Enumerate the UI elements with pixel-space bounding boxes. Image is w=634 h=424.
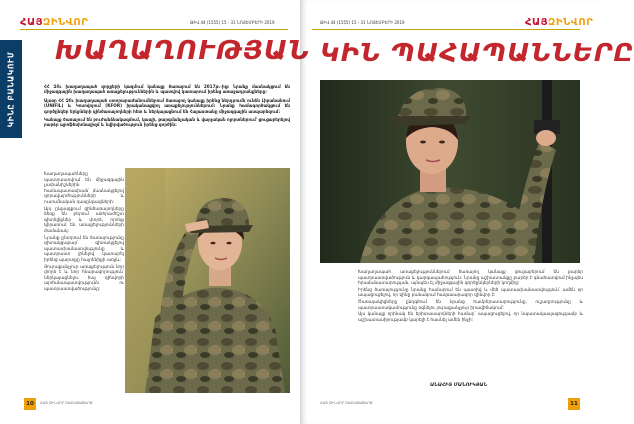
masthead-logo — [20, 17, 88, 28]
section-tab — [0, 40, 22, 138]
body-paragraph: Իրենց ծառայությունը նրանք համարում են պատիվ և մեծ պատասխանատվություն՝ ամեն օր ապացուցելով, որ կինը բանակում հավասարազոր զինվոր է: — [358, 287, 583, 299]
masthead-logo — [525, 17, 593, 28]
body-paragraph: Այս կանայք օրինակ են երիտասարդների համար՝ ապացուցելով, որ նպատակասլացությամբ և աշխատասիրությամբ կարելի է հասնել ամեն ինչի: — [358, 312, 583, 323]
right-page — [300, 0, 634, 424]
lead-paragraph: ՀՀ ԶՈւ խաղաղապահ զորքերի կազմում կանայք ծառայում են 2017թ.-ից: Նրանք մասնակցում են միջազգային խաղաղապահ առաքելություններին և պատվով կատարում իրենց առաջադրանքները: — [44, 84, 290, 95]
left-page — [0, 0, 311, 424]
logo-text-main: ՀԱՅ — [20, 17, 44, 28]
lead-text — [44, 84, 290, 131]
lead-paragraph: Կանայք ծառայում են բուժանձնակազմում, կապի, թարգմանչական և վարչական ոլորտներում՝ ցուցաբերելով բարձր պրոֆեսիոնալիզմ և նվիրվածություն իրենց գործին: — [44, 117, 290, 128]
page-title: ԿԻՆ ՊԱՀԱՊԱՆՆԵՐԸ — [320, 38, 634, 67]
lead-paragraph: Այսօր ՀՀ ԶՈւ խաղաղապահ ստորաբաժանումներում ծառայող կանայք իրենց ներդրումն ունեն Լիբանանում (UNIFIL) և Կոսովոյում (KFOR) իրականացվող առաքելություններում: Նրանք համագործակցում են գործընկեր երկրների զինծառայողների հետ և ներկայացնում են Հայաստանը միջազգային ասպարեզում: — [44, 97, 290, 114]
body-paragraph: Խաղաղապահները պատրաստվում են միջազգային չափանիշներին համապատասխան՝ մասնակցելով զորավարժությունների և ուսումնական դասընթացների: — [44, 172, 124, 205]
header-rule — [312, 29, 580, 30]
issue-info: ԹԻՎ 44 (1555) 15 - 31 ՆՈՅԵՄԲԵՐԻ 2019 — [320, 20, 405, 25]
page-footer: ՀԱՅ ԶԻՆՎՈՐ ՇԱԲԱԹԱԹԵՐԹ — [320, 401, 373, 405]
page-title: ԽԱՂԱՂՈՒԹՅԱՆ — [55, 36, 311, 66]
page-number: 11 — [568, 398, 580, 410]
body-paragraph: Նրանք ընտրում են ծառայությունը գիտակցաբար՝ գիտակցելով պատասխանատվությունը և պատրաստ լինելով կատարել իրենց պարտքը հայրենիքի առջև: — [44, 235, 124, 263]
soldier-portrait-photo — [320, 80, 580, 263]
author-byline: ԱՆԱՀԻՏ ՄԱՆՈՒԿՅԱՆ — [430, 383, 488, 388]
logo-text-main: ՀԱՅ — [525, 17, 549, 28]
body-paragraph: Ծառայակիցները ընդգծում են նրանց համբերատարությունը, ուշադրությունը և պատրաստակամությունը օգնելու յուրաքանչյուր իրավիճակում: — [358, 299, 583, 311]
issue-info: ԹԻՎ 44 (1555) 15 - 31 ՆՈՅԵՄԲԵՐԻ 2019 — [190, 20, 275, 25]
logo-text-accent: ԶԻՆՎՈՐ — [43, 17, 89, 28]
header-rule — [20, 29, 288, 30]
body-column — [44, 172, 124, 293]
section-tab-label: ԿԻՆԸ ԲԱՆԱԿՈՒՄ — [6, 51, 16, 127]
salute-image — [125, 168, 290, 393]
body-paragraph: Խաղաղապահ առաքելություններում ծառայող կանայք ցուցաբերում են բարձր պատրաստվածություն և կարգապահություն: Նրանց աշխատանքը բարձր է գնահատվում ինչպես հրամանատարության, այնպես էլ միջազգային գործընկերների կողմից: — [358, 270, 583, 287]
page-number: 10 — [24, 398, 36, 410]
body-column — [358, 270, 583, 324]
portrait-image — [320, 80, 580, 263]
body-paragraph: Այդ ընթացքում զինծառայողները ձեռք են բերում անհրաժեշտ գիտելիքներ և փորձ, որոնք կիրառում են առաքելությունների ժամանակ: — [44, 206, 124, 234]
page-footer: ՀԱՅ ԶԻՆՎՈՐ ՇԱԲԱԹԱԹԵՐԹ — [40, 401, 93, 405]
body-paragraph: Յուրաքանչյուր առաքելություն նոր փորձ է և նոր հնարավորություն՝ ներկայացնելու հայ զինվորի արժանապատվությունն ու պատրաստվածությունը: — [44, 264, 124, 292]
soldier-salute-photo — [125, 168, 290, 393]
logo-text-accent: ԶԻՆՎՈՐ — [548, 17, 594, 28]
